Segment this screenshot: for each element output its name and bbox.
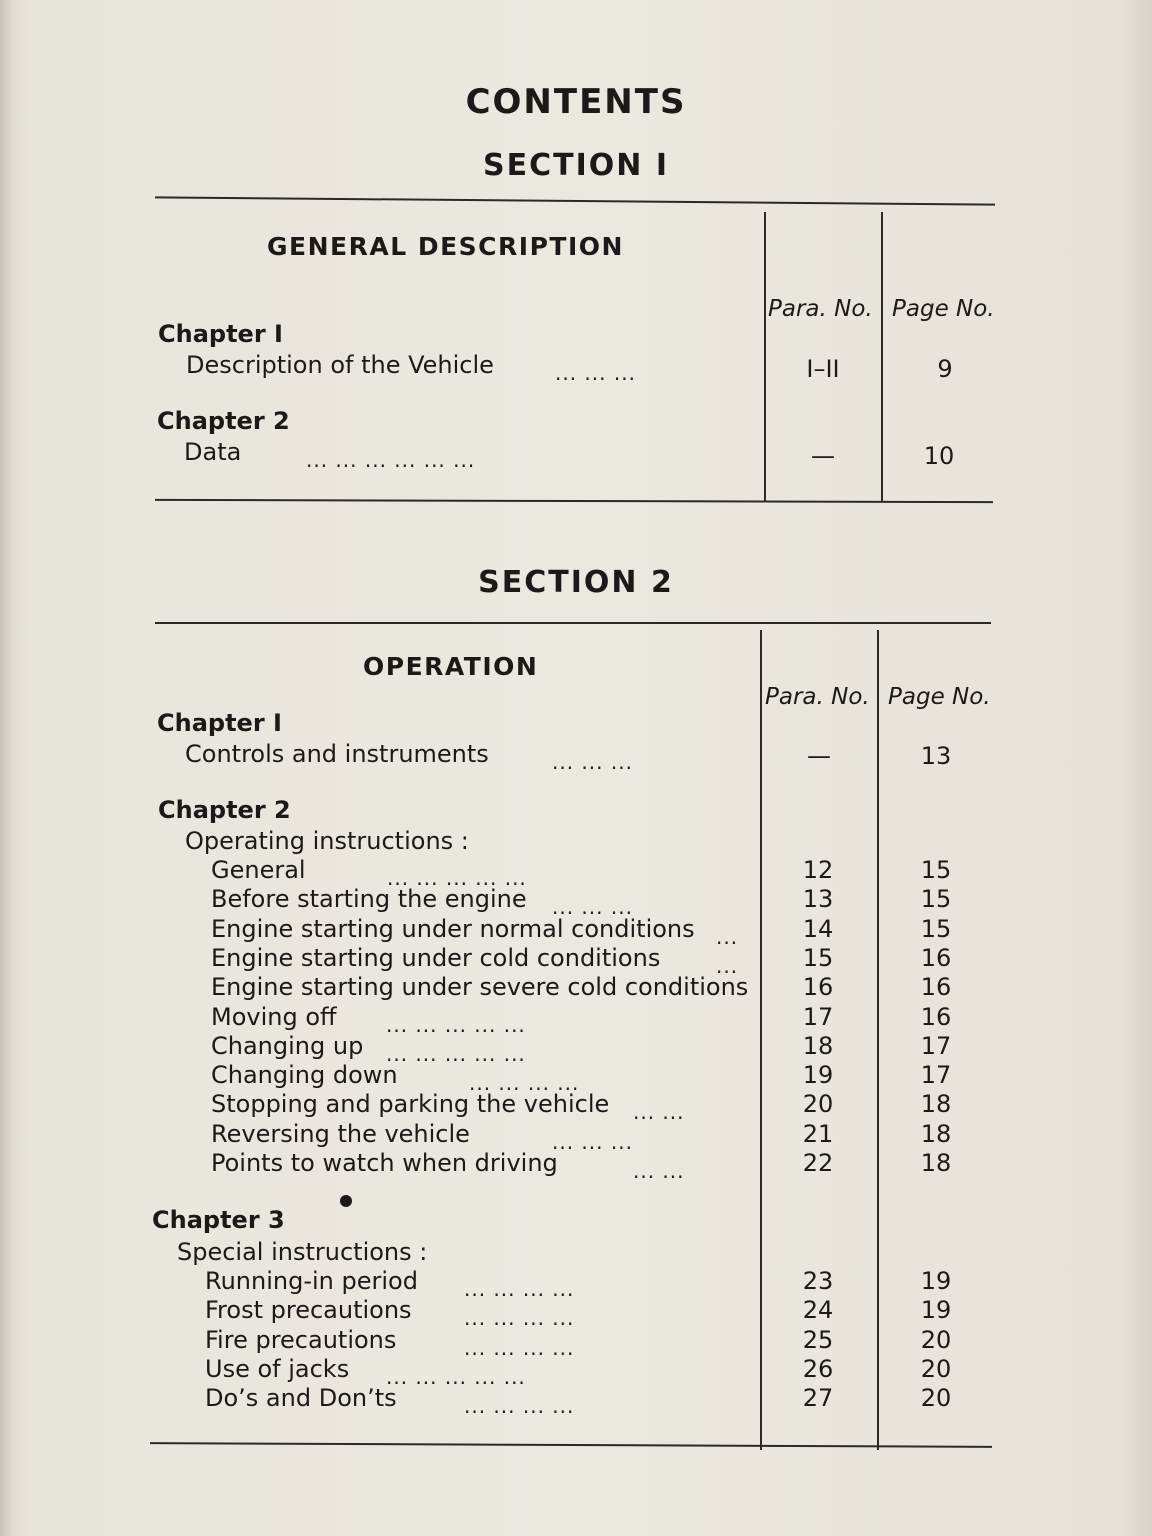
section1-chapter2-entry: Data bbox=[184, 438, 242, 466]
toc-entry-leader: ... ... ... ... ... bbox=[387, 866, 527, 890]
toc-entry-text: Use of jacks bbox=[205, 1354, 350, 1383]
toc-entry-page: 17 bbox=[920, 1031, 952, 1060]
toc-entry-page: 20 bbox=[920, 1354, 952, 1383]
toc-entry-para: 13 bbox=[802, 885, 834, 914]
toc-entry-text: Engine starting under normal conditions bbox=[211, 914, 695, 943]
toc-entry-text: Changing down bbox=[211, 1061, 398, 1090]
toc-entry-text: Do’s and Don’ts bbox=[205, 1384, 397, 1413]
toc-entry-leader: ... ... bbox=[633, 1159, 685, 1183]
toc-entry-para: 24 bbox=[802, 1296, 834, 1325]
section2-chapter1-leader: ... ... ... bbox=[552, 750, 633, 774]
toc-entry-page: 20 bbox=[920, 1384, 952, 1413]
toc-entry-leader: ... bbox=[716, 924, 739, 949]
section2-para-column-header: Para. No. bbox=[765, 684, 870, 710]
ink-blot bbox=[340, 1195, 352, 1207]
section1-page-divider bbox=[881, 212, 883, 502]
section1-chapter2-page: 10 bbox=[923, 442, 955, 470]
toc-entry-para: 17 bbox=[802, 1002, 834, 1031]
toc-entry-leader: ... ... ... ... ... bbox=[386, 1364, 526, 1389]
section2-chapter3-label: Chapter 3 bbox=[152, 1206, 285, 1234]
section2-chapter2-label: Chapter 2 bbox=[158, 796, 291, 824]
toc-entry-para: 18 bbox=[802, 1031, 834, 1060]
toc-entry-page: 19 bbox=[920, 1296, 952, 1325]
toc-entry-para: 25 bbox=[802, 1325, 834, 1354]
toc-entry-para: 12 bbox=[802, 856, 834, 884]
toc-entry-para: 14 bbox=[802, 914, 834, 943]
toc-entry-page: 15 bbox=[920, 885, 952, 914]
toc-entry-leader: ... ... ... bbox=[552, 895, 633, 920]
section1-chapter2-label: Chapter 2 bbox=[157, 407, 290, 435]
section1-chapter1-leader: ... ... ... bbox=[555, 361, 636, 385]
toc-entry-page: 16 bbox=[920, 943, 952, 972]
toc-entry-page: 17 bbox=[920, 1061, 952, 1090]
section1-chapter1-entry: Description of the Vehicle bbox=[186, 351, 494, 379]
toc-entry-para: 23 bbox=[802, 1267, 834, 1295]
toc-entry-leader: ... ... bbox=[633, 1100, 685, 1125]
toc-entry-leader: ... ... ... bbox=[552, 1129, 633, 1154]
section1-chapter1-para: I–II bbox=[806, 355, 840, 383]
toc-entry-para: 27 bbox=[802, 1384, 834, 1413]
section1-top-rule bbox=[155, 196, 995, 205]
toc-entry-para: 15 bbox=[802, 943, 834, 972]
toc-entry-text: Reversing the vehicle bbox=[211, 1119, 470, 1148]
toc-entry-page: 18 bbox=[920, 1090, 952, 1119]
toc-entry-text: Fire precautions bbox=[205, 1325, 397, 1354]
toc-entry-page: 16 bbox=[920, 973, 952, 1002]
toc-entry-leader: ... ... ... ... ... bbox=[386, 1041, 526, 1066]
toc-entry-page: 16 bbox=[920, 1002, 952, 1031]
toc-entry-page: 19 bbox=[920, 1267, 952, 1295]
toc-entry-text: Changing up bbox=[211, 1031, 364, 1060]
toc-entry-page: 18 bbox=[920, 1119, 952, 1148]
toc-entry-text: Before starting the engine bbox=[211, 885, 527, 914]
section2-title: SECTION 2 bbox=[478, 565, 674, 600]
toc-entry-para: 21 bbox=[802, 1119, 834, 1148]
toc-entry-para: 26 bbox=[802, 1354, 834, 1383]
section2-chapter2-intro: Operating instructions : bbox=[185, 827, 469, 855]
toc-entry-page: 15 bbox=[920, 856, 952, 884]
toc-entry-text: Moving off bbox=[211, 1002, 337, 1031]
toc-entry-text: Points to watch when driving bbox=[211, 1149, 558, 1177]
toc-entry-page: 20 bbox=[920, 1325, 952, 1354]
section1-chapter2-leader: ... ... ... ... ... ... bbox=[306, 448, 476, 472]
toc-entry-para: 19 bbox=[802, 1061, 834, 1090]
section2-para-divider bbox=[760, 630, 762, 1450]
section2-top-rule bbox=[155, 622, 991, 624]
section1-bottom-rule bbox=[155, 499, 993, 503]
section2-page-column-header: Page No. bbox=[888, 684, 991, 710]
contents-title: CONTENTS bbox=[465, 82, 687, 122]
section2-chapter1-para: — bbox=[807, 742, 831, 770]
section2-page-divider bbox=[877, 630, 879, 1450]
toc-entry-leader: ... ... ... ... bbox=[464, 1306, 575, 1331]
section1-para-divider bbox=[764, 212, 766, 502]
toc-entry-text: Frost precautions bbox=[205, 1296, 412, 1325]
section2-chapter3-intro: Special instructions : bbox=[177, 1238, 428, 1266]
section2-heading: OPERATION bbox=[363, 652, 539, 681]
section2-chapter1-entry: Controls and instruments bbox=[185, 740, 489, 768]
section1-title: SECTION I bbox=[483, 148, 669, 183]
section2-chapter1-page: 13 bbox=[920, 742, 952, 770]
toc-entry-text: Running-in period bbox=[205, 1267, 418, 1295]
toc-entry-leader: ... ... ... ... bbox=[464, 1394, 575, 1419]
toc-entry-text: General bbox=[211, 856, 306, 884]
section1-chapter1-page: 9 bbox=[937, 355, 953, 383]
section2-bottom-rule bbox=[150, 1442, 992, 1448]
page-edge-shadow bbox=[0, 0, 14, 1536]
toc-entry-leader: ... ... ... ... bbox=[464, 1335, 575, 1360]
toc-entry-leader: ... ... ... ... bbox=[469, 1071, 580, 1096]
toc-entry-text: Engine starting under severe cold conditions bbox=[211, 973, 749, 1002]
toc-entry-page: 18 bbox=[920, 1149, 952, 1177]
toc-entry-leader: ... bbox=[716, 953, 739, 978]
section1-page-column-header: Page No. bbox=[892, 296, 995, 322]
section2-chapter1-label: Chapter I bbox=[157, 709, 282, 737]
toc-entry-text: Engine starting under cold conditions bbox=[211, 943, 661, 972]
toc-entry-leader: ... ... ... ... bbox=[464, 1277, 575, 1301]
toc-entry-para: 22 bbox=[802, 1149, 834, 1177]
toc-entry-para: 16 bbox=[802, 973, 834, 1002]
toc-entry-page: 15 bbox=[920, 914, 952, 943]
section1-chapter2-para: — bbox=[811, 442, 835, 470]
section1-para-column-header: Para. No. bbox=[768, 296, 873, 322]
toc-entry-leader: ... ... ... ... ... bbox=[386, 1012, 526, 1037]
toc-entry-para: 20 bbox=[802, 1090, 834, 1119]
toc-entry-text: Stopping and parking the vehicle bbox=[211, 1090, 610, 1119]
section1-chapter1-label: Chapter I bbox=[158, 320, 283, 348]
section1-heading: GENERAL DESCRIPTION bbox=[267, 232, 624, 261]
